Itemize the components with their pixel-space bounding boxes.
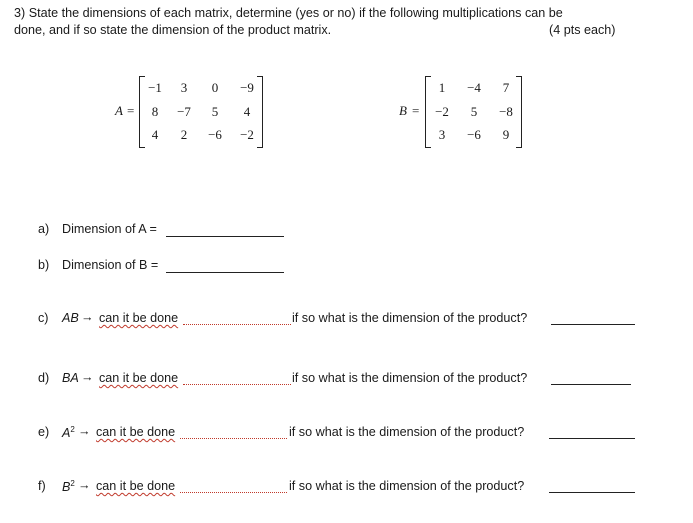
part-e-yesno-blank[interactable]	[180, 438, 287, 439]
matrix-cell: 4	[243, 104, 251, 119]
matrix-cell: −2	[240, 127, 254, 142]
right-arrow-icon: →	[81, 310, 94, 324]
part-b-answer-blank[interactable]	[166, 272, 284, 273]
matrix-cell: −7	[177, 104, 191, 119]
part-f-exponent: 2	[70, 479, 75, 488]
part-c-followup: if so what is the dimension of the product?	[292, 311, 528, 325]
part-c-answer-blank[interactable]	[551, 324, 635, 325]
part-c-question-text: can it be done	[99, 311, 179, 325]
matrix-cell: −6	[467, 127, 481, 142]
part-f-label: f)	[38, 479, 46, 493]
part-e-expression	[62, 425, 75, 440]
matrix-cell: 8	[151, 104, 159, 119]
matrix-b-label: B	[399, 103, 407, 118]
matrix-cell: −8	[499, 104, 513, 119]
part-f-base: B	[62, 480, 71, 495]
matrix-b-equals: =	[412, 103, 420, 118]
part-d-followup: if so what is the dimension of the product?	[292, 371, 528, 385]
matrix-a-label: A	[115, 103, 123, 118]
part-f-followup: if so what is the dimension of the product?	[289, 479, 525, 493]
matrix-cell: 3	[438, 127, 446, 142]
part-b-label: b)	[38, 258, 50, 272]
part-e-base: A	[62, 426, 71, 441]
part-e-exponent: 2	[70, 425, 75, 434]
matrix-a-equals: =	[127, 103, 135, 118]
matrix-cell: 1	[438, 80, 446, 95]
part-b-text: Dimension of B =	[62, 258, 159, 272]
question-line-1: 3) State the dimensions of each matrix, determine (yes or no) if the following multiplications can be	[14, 6, 563, 20]
matrix-cell: 2	[180, 127, 188, 142]
part-d-label: d)	[38, 371, 50, 385]
part-e-label: e)	[38, 425, 50, 439]
part-f-answer-blank[interactable]	[549, 492, 635, 493]
matrix-cell: −2	[435, 104, 449, 119]
matrix-cell: 7	[502, 80, 510, 95]
matrix-cell: 5	[470, 104, 478, 119]
matrix-cell: 5	[211, 104, 219, 119]
part-f-question	[96, 479, 175, 493]
matrix-cell: 0	[211, 80, 219, 95]
part-a-text: Dimension of A =	[62, 222, 157, 236]
question-line-2: done, and if so state the dimension of the product matrix.	[14, 23, 332, 37]
part-c-label: c)	[38, 311, 49, 325]
matrix-cell: −6	[208, 127, 222, 142]
matrix-cell: −4	[467, 80, 481, 95]
matrix-cell: 4	[151, 127, 159, 142]
part-f-question-text: can it be done	[96, 479, 176, 493]
part-c-yesno-blank[interactable]	[183, 324, 291, 325]
part-a-answer-blank[interactable]	[166, 236, 284, 237]
matrix-cell: −1	[148, 80, 162, 95]
part-d-yesno-blank[interactable]	[183, 384, 291, 385]
part-d-expression: BA	[62, 371, 79, 385]
matrix-cell: 9	[502, 127, 510, 142]
points-label: (4 pts each)	[549, 23, 616, 37]
part-a-label: a)	[38, 222, 50, 236]
part-c-expression: AB	[62, 311, 79, 325]
right-arrow-icon: →	[78, 478, 91, 492]
part-f-expression	[62, 479, 75, 494]
part-d-answer-blank[interactable]	[551, 384, 631, 385]
right-arrow-icon: →	[78, 424, 91, 438]
part-e-question	[96, 425, 175, 439]
right-arrow-icon: →	[81, 370, 94, 384]
part-e-question-text: can it be done	[96, 425, 176, 439]
part-d-question-text: can it be done	[99, 371, 179, 385]
part-d-question	[99, 371, 178, 385]
part-e-followup: if so what is the dimension of the product?	[289, 425, 525, 439]
matrix-cell: −9	[240, 80, 254, 95]
part-c-question	[99, 311, 178, 325]
matrix-cell: 3	[180, 80, 188, 95]
part-f-yesno-blank[interactable]	[180, 492, 287, 493]
part-e-answer-blank[interactable]	[549, 438, 635, 439]
